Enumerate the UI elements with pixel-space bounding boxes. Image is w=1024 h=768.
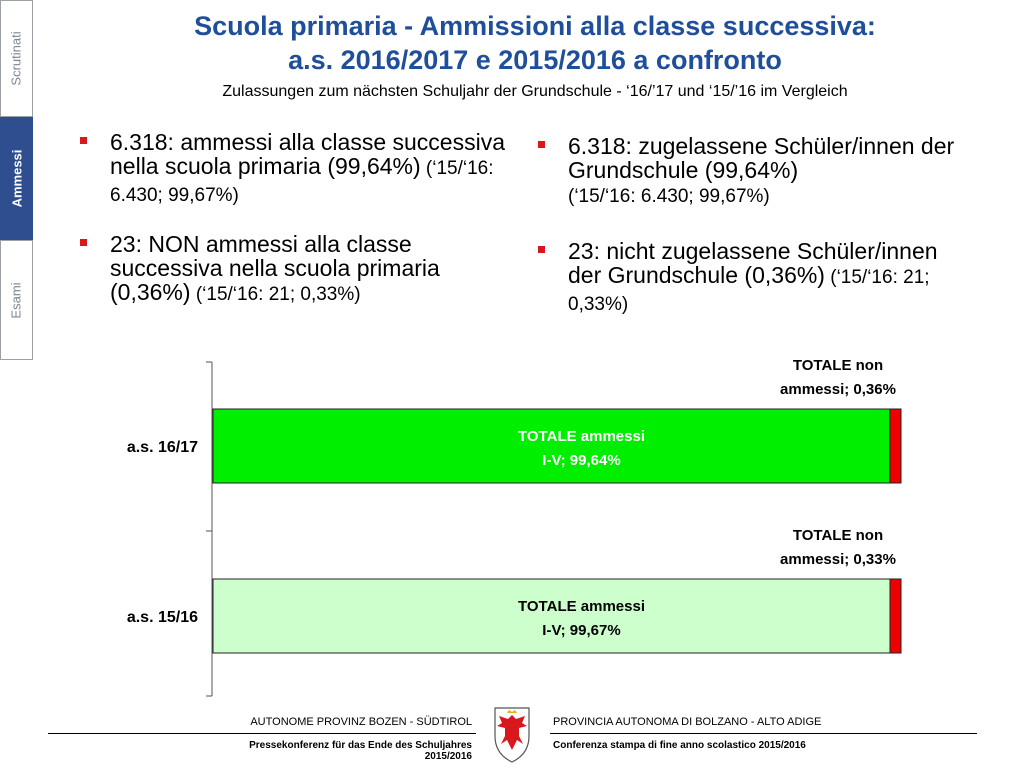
page-subtitle: Zulassungen zum nächsten Schuljahr der Grundschule - ‘16/’17 und ‘15/’16 im Vergleich [222,83,848,100]
bullet-marker-icon [538,141,545,148]
tab-esami-label: Esami [9,281,24,319]
bar-ammessi [213,579,890,653]
bar-non-ammessi [890,579,901,653]
footer-province-de: AUTONOME PROVINZ BOZEN - SÜDTIROL [250,716,472,728]
bullet-main-text: 6.318: zugelassene Schüler/innen der Grundschule (99,64%) [568,133,955,183]
data-label-non-ammessi: ammessi; 0,33% [780,551,896,568]
tab-scrutinati-label: Scrutinati [9,31,25,86]
data-label-non-ammessi: TOTALE non [792,527,884,544]
bullet-compare-text: (‘15/‘16: 21; 0,33%) [568,267,930,315]
footer-province-it: PROVINCIA AUTONOMA DI BOLZANO - ALTO ADIGE [553,716,822,728]
data-label-ammessi: I-V; 99,67% [542,622,621,639]
footer-event-de: Pressekonferenz für das Ende des Schuljahres 2015/2016 [249,740,472,762]
tab-scrutinati[interactable] [0,0,33,117]
bar-ammessi [213,409,890,483]
tab-ammessi-label: Ammessi [9,149,24,208]
bullet-marker-icon [80,239,87,246]
page-title-line1: Scuola primaria - Ammissioni alla classe successiva: [194,11,876,41]
bullet-item [70,232,510,307]
stacked-bar-chart [0,350,1024,705]
data-label-ammessi: TOTALE ammessi [518,428,645,445]
data-label-non-ammessi: ammessi; 0,36% [780,381,896,398]
bullet-item [70,130,510,208]
tyrol-eagle-emblem-icon [492,706,532,764]
category-label: a.s. 15/16 [126,609,198,626]
bullet-list-german [528,134,968,347]
bullet-item [528,239,968,317]
bullet-list-italian [70,130,510,331]
bullet-marker-icon [80,137,87,144]
data-label-ammessi: TOTALE ammessi [518,598,645,615]
bar-non-ammessi [890,409,901,483]
tab-esami[interactable] [0,240,33,360]
bullet-main-text: 23: NON ammessi alla classe successiva nella scuola primaria (0,36%) [110,231,440,305]
category-label: a.s. 16/17 [126,439,198,456]
footer-divider-right [550,733,977,734]
bullet-main-text: 6.318: ammessi alla classe successiva nella scuola primaria (99,64%) [110,129,505,179]
data-label-ammessi: I-V; 99,64% [542,452,621,469]
bullet-compare-text: (‘15/‘16: 21; 0,33%) [190,284,361,305]
bullet-marker-icon [538,246,545,253]
bullet-item [528,134,968,209]
data-label-non-ammessi: TOTALE non [792,357,884,374]
tab-ammessi[interactable] [0,117,33,240]
bullet-compare-text: (‘15/‘16: 6.430; 99,67%) [110,158,494,206]
page-title-line2: a.s. 2016/2017 e 2015/2016 a confronto [288,45,782,75]
footer-divider-left [48,733,476,734]
bullet-main-text: 23: nicht zugelassene Schüler/innen der Grundschule (0,36%) [568,238,938,288]
footer-event-it: Conferenza stampa di fine anno scolastico 2015/2016 [553,740,806,751]
bullet-compare-text: (‘15/‘16: 6.430; 99,67%) [568,186,770,207]
